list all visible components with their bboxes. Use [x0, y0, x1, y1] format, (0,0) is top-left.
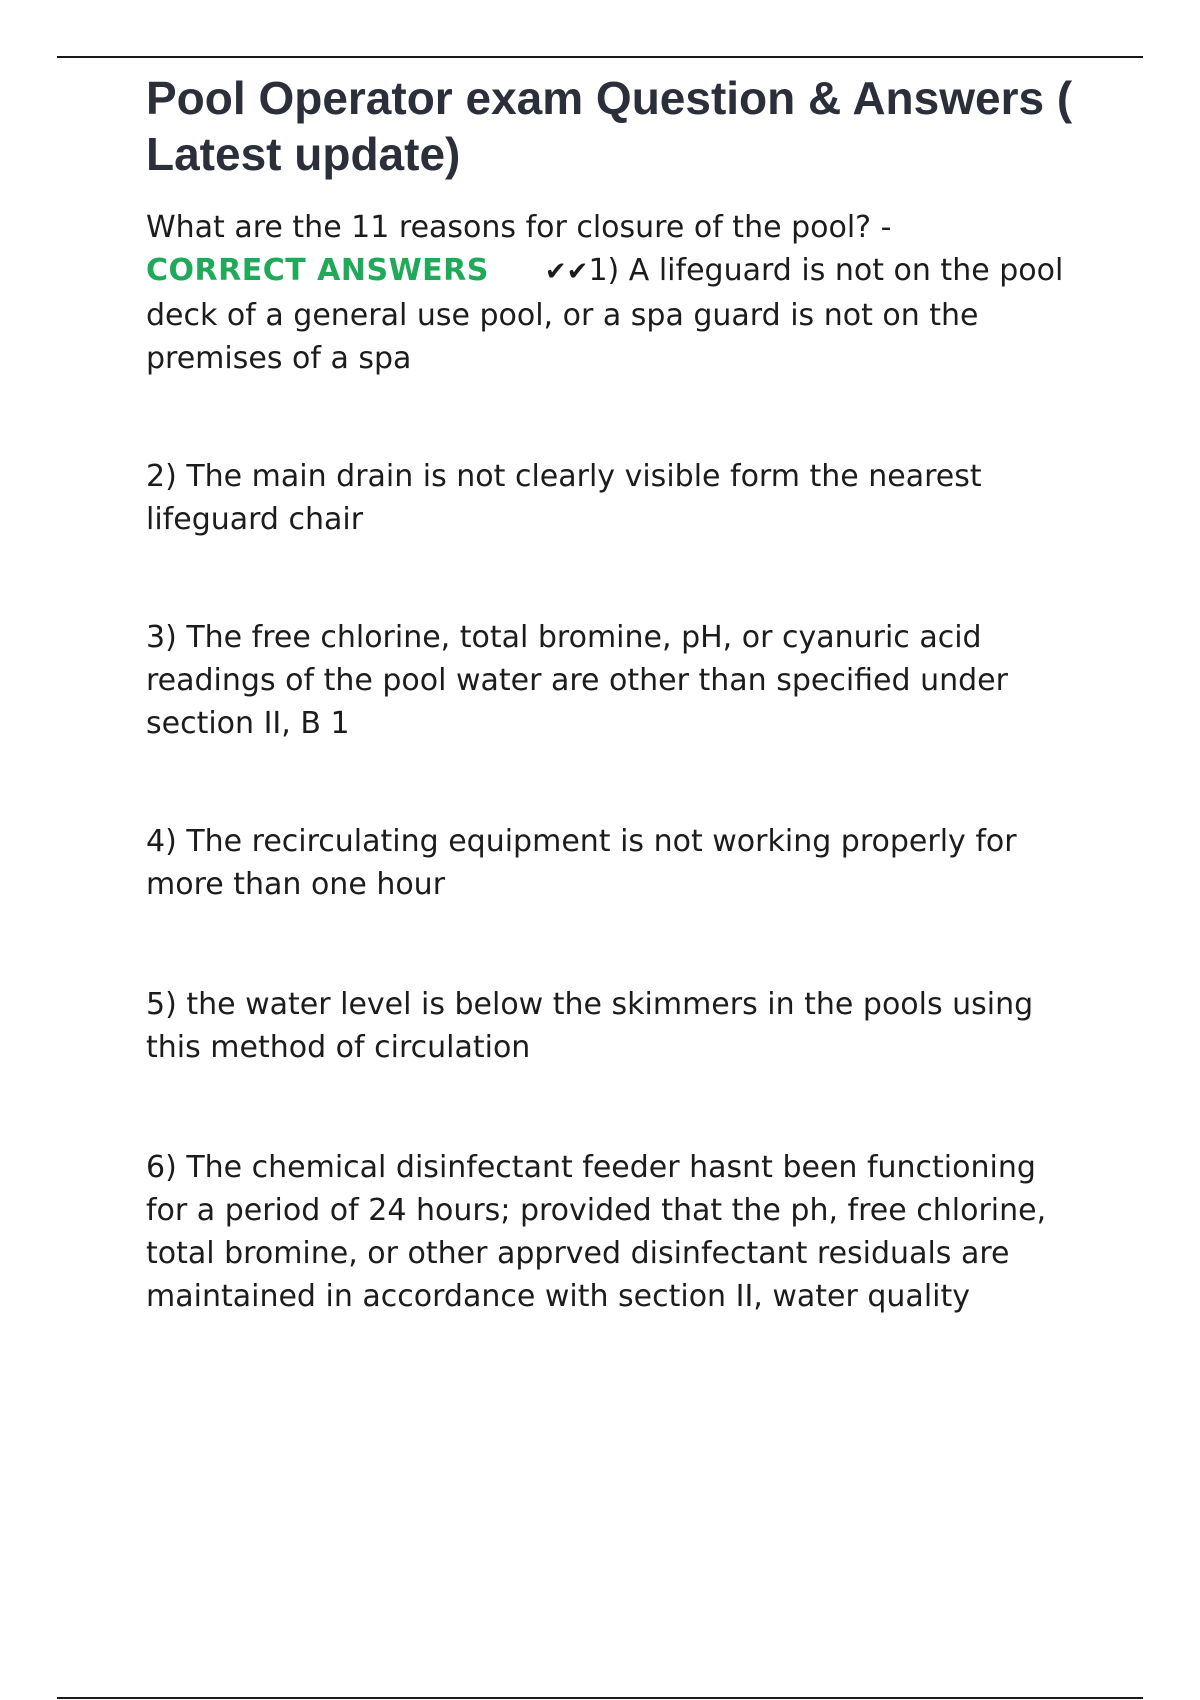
answer-item-5: 5) the water level is below the skimmers in the pools using this method of circulation — [146, 987, 1034, 1065]
check-marks-icon: ✔✔ — [544, 257, 589, 287]
answer-item-2: 2) The main drain is not clearly visible form the nearest lifeguard chair — [146, 459, 982, 537]
question-block — [146, 206, 1086, 380]
bottom-divider — [57, 1697, 1143, 1699]
correct-answers-label: CORRECT ANSWERS — [146, 253, 489, 288]
document-title: Pool Operator exam Question & Answers ( Latest update) — [146, 72, 1073, 180]
top-divider — [57, 56, 1143, 58]
answer-item-1: 1) A lifeguard is not on the pool deck of a general use pool, or a spa guard is not on the premises of a spa — [146, 253, 1064, 376]
answer-item-3: 3) The free chlorine, total bromine, pH, or cyanuric acid readings of the pool water are other than specified under section II, B 1 — [146, 620, 1008, 741]
question-text: What are the 11 reasons for closure of the pool? - — [146, 210, 892, 245]
document-content — [146, 70, 1086, 1318]
answer-item-4: 4) The recirculating equipment is not working properly for more than one hour — [146, 824, 1017, 902]
answer-item-6: 6) The chemical disinfectant feeder hasnt been functioning for a period of 24 hours; provided that the ph, free chlorine, total bromine, or other apprved disinfectant residuals are maintained in accordance with section II, water quality — [146, 1150, 1047, 1314]
